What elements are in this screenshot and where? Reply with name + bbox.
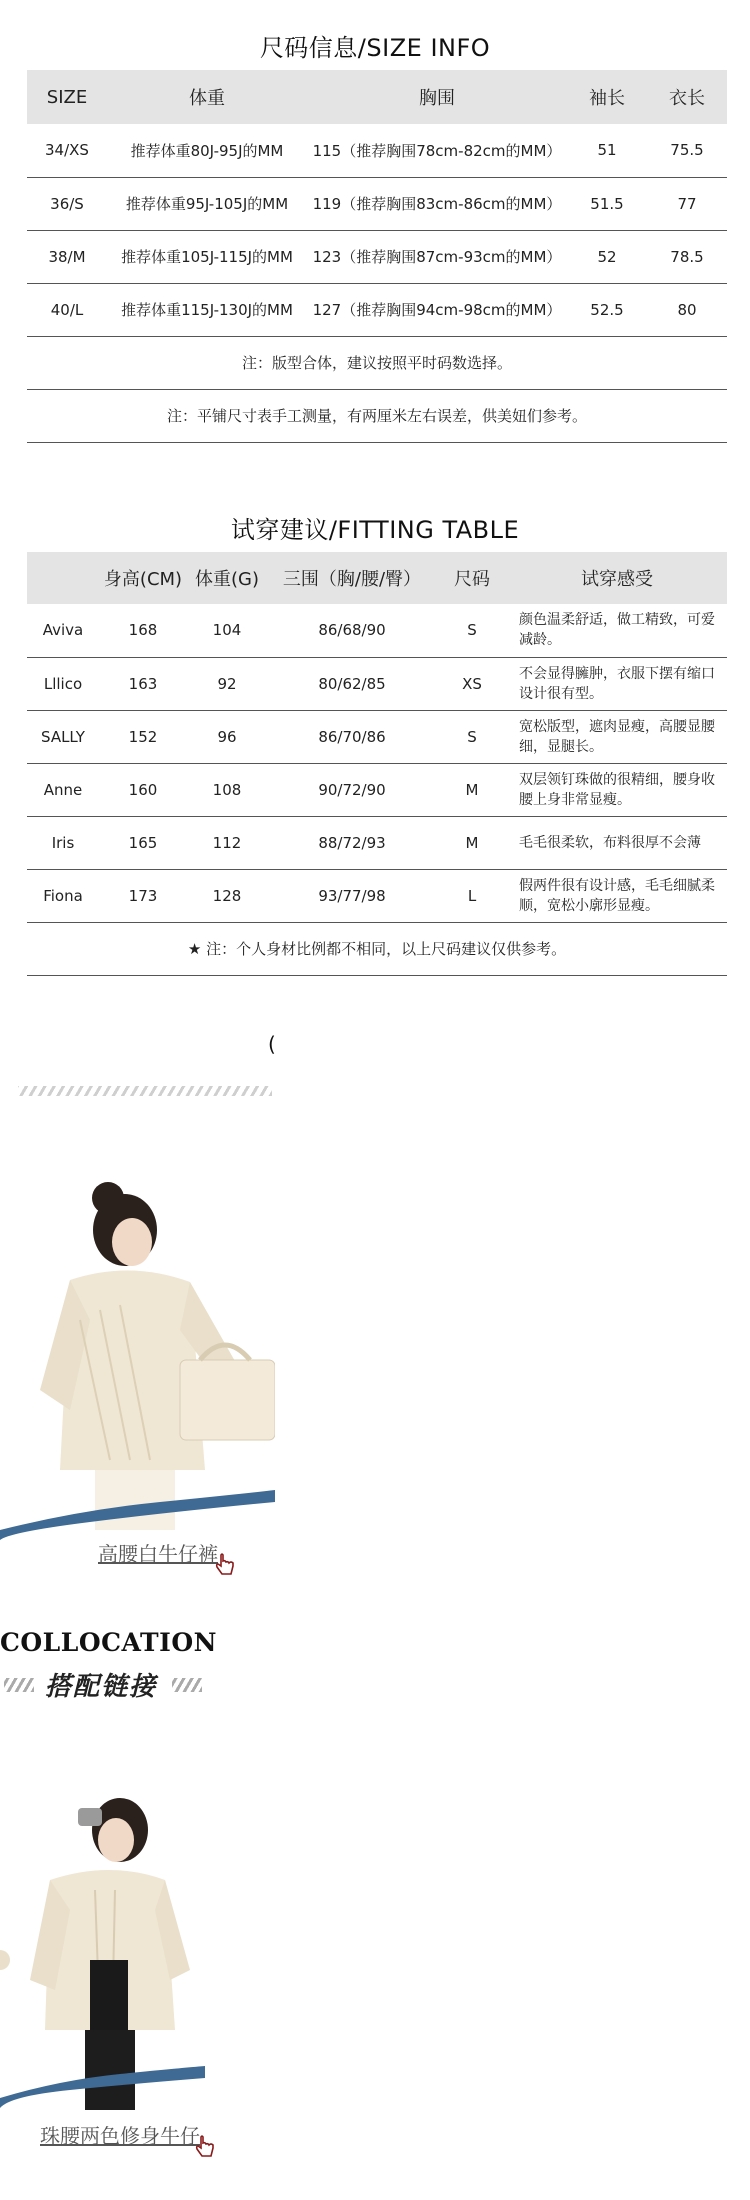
fit-header-name <box>27 552 99 604</box>
size-info-title: 尺码信息/SIZE INFO <box>259 34 491 62</box>
length-cell: 80 <box>647 283 727 336</box>
size-note-measure: 注：平铺尺寸表手工测量，有两厘米左右误差，供美妞们参考。 <box>27 389 727 442</box>
model-measurements: 86/70/86 <box>267 710 437 763</box>
model-height: 173 <box>99 869 187 922</box>
decorative-wave <box>0 2058 205 2108</box>
product-link-two-tone-jeans[interactable]: 珠腰两色修身牛仔 <box>40 2124 200 2148</box>
weight-cell: 推荐体重105J-115J的MM <box>107 230 307 283</box>
fit-header-feel: 试穿感受 <box>581 569 653 590</box>
size-header-length: 衣长 <box>669 88 705 109</box>
sleeve-cell: 52.5 <box>567 283 647 336</box>
length-cell: 78.5 <box>647 230 727 283</box>
table-row <box>27 710 727 763</box>
fit-header-weight: 体重(G) <box>195 569 259 590</box>
model-height: 160 <box>99 763 187 816</box>
decorative-dash-strip <box>18 1086 272 1096</box>
collocation-heading-cn: 搭配链接 <box>44 1672 157 1702</box>
model-weight: 104 <box>187 604 267 657</box>
decorative-wave <box>0 1480 275 1540</box>
bust-cell: 123（推荐胸围87cm-93cm的MM） <box>307 230 567 283</box>
weight-cell: 推荐体重95J-105J的MM <box>107 177 307 230</box>
model-name: SALLY <box>27 710 99 763</box>
model-name: Anne <box>27 763 99 816</box>
size-header-size: SIZE <box>46 86 88 108</box>
model-feel: 假两件很有设计感，毛毛细腻柔顺，宽松小廓形显瘦。 <box>507 869 727 922</box>
bust-cell: 119（推荐胸围83cm-86cm的MM） <box>307 177 567 230</box>
model-height: 152 <box>99 710 187 763</box>
model-measurements: 80/62/85 <box>267 657 437 710</box>
size-note-row <box>27 389 727 442</box>
size-header-bust: 胸围 <box>419 88 455 109</box>
size-header-weight: 体重 <box>189 88 225 109</box>
model-height: 165 <box>99 816 187 869</box>
size-table-header <box>27 70 727 124</box>
model-size: M <box>437 763 507 816</box>
size-info-table <box>27 70 727 443</box>
table-row <box>27 283 727 336</box>
model-feel: 毛毛很柔软，布料很厚不会薄 <box>507 816 727 869</box>
fitting-table <box>27 552 727 976</box>
size-note-row <box>27 336 727 389</box>
model-weight: 96 <box>187 710 267 763</box>
model-name: Lllico <box>27 657 99 710</box>
size-note-fit: 注：版型合体，建议按照平时码数选择。 <box>27 336 727 389</box>
fitting-table-header <box>27 552 727 604</box>
product-link-white-jeans[interactable]: 高腰白牛仔裤 <box>98 1542 218 1566</box>
size-header-sleeve: 袖长 <box>589 88 625 109</box>
fitting-note-row <box>27 922 727 975</box>
bust-cell: 115（推荐胸围78cm-82cm的MM） <box>307 124 567 177</box>
model-feel: 宽松版型，遮肉显瘦，高腰显腰细，显腿长。 <box>507 710 727 763</box>
model-weight: 108 <box>187 763 267 816</box>
sleeve-cell: 51.5 <box>567 177 647 230</box>
size-cell: 38/M <box>27 230 107 283</box>
table-row <box>27 604 727 657</box>
model-size: M <box>437 816 507 869</box>
bust-cell: 127（推荐胸围94cm-98cm的MM） <box>307 283 567 336</box>
sleeve-cell: 51 <box>567 124 647 177</box>
table-row <box>27 869 727 922</box>
model-feel: 不会显得臃肿，衣服下摆有缩口设计很有型。 <box>507 657 727 710</box>
table-row <box>27 177 727 230</box>
table-row <box>27 763 727 816</box>
decorative-slashes <box>172 1678 202 1692</box>
length-cell: 75.5 <box>647 124 727 177</box>
cropped-glyph: ( <box>268 1032 276 1056</box>
product-photo-white-jeans[interactable] <box>0 1170 275 1530</box>
model-weight: 112 <box>187 816 267 869</box>
model-name: Aviva <box>27 604 99 657</box>
model-size: XS <box>437 657 507 710</box>
collocation-heading: COLLOCATION <box>0 1628 217 1657</box>
model-measurements: 86/68/90 <box>267 604 437 657</box>
fit-header-measurements: 三围（胸/腰/臀） <box>282 569 422 590</box>
table-row <box>27 230 727 283</box>
size-cell: 40/L <box>27 283 107 336</box>
sleeve-cell: 52 <box>567 230 647 283</box>
model-feel: 颜色温柔舒适，做工精致，可爱减龄。 <box>507 604 727 657</box>
hand-pointer-icon <box>192 2134 218 2160</box>
table-row <box>27 816 727 869</box>
length-cell: 77 <box>647 177 727 230</box>
model-name: Fiona <box>27 869 99 922</box>
table-row <box>27 124 727 177</box>
size-cell: 34/XS <box>27 124 107 177</box>
size-cell: 36/S <box>27 177 107 230</box>
hand-pointer-icon <box>212 1552 238 1578</box>
model-size: S <box>437 710 507 763</box>
model-weight: 128 <box>187 869 267 922</box>
fitting-note: ★ 注：个人身材比例都不相同，以上尺码建议仅供参考。 <box>27 922 727 975</box>
model-measurements: 88/72/93 <box>267 816 437 869</box>
weight-cell: 推荐体重115J-130J的MM <box>107 283 307 336</box>
fit-header-size: 尺码 <box>454 569 490 590</box>
table-row <box>27 657 727 710</box>
model-name: Iris <box>27 816 99 869</box>
fit-header-height: 身高(CM) <box>103 569 183 590</box>
model-weight: 92 <box>187 657 267 710</box>
model-feel: 双层领钉珠做的很精细，腰身收腰上身非常显瘦。 <box>507 763 727 816</box>
model-measurements: 90/72/90 <box>267 763 437 816</box>
model-size: S <box>437 604 507 657</box>
weight-cell: 推荐体重80J-95J的MM <box>107 124 307 177</box>
model-height: 163 <box>99 657 187 710</box>
model-measurements: 93/77/98 <box>267 869 437 922</box>
fitting-title: 试穿建议/FITTING TABLE <box>230 516 520 544</box>
model-height: 168 <box>99 604 187 657</box>
model-size: L <box>437 869 507 922</box>
